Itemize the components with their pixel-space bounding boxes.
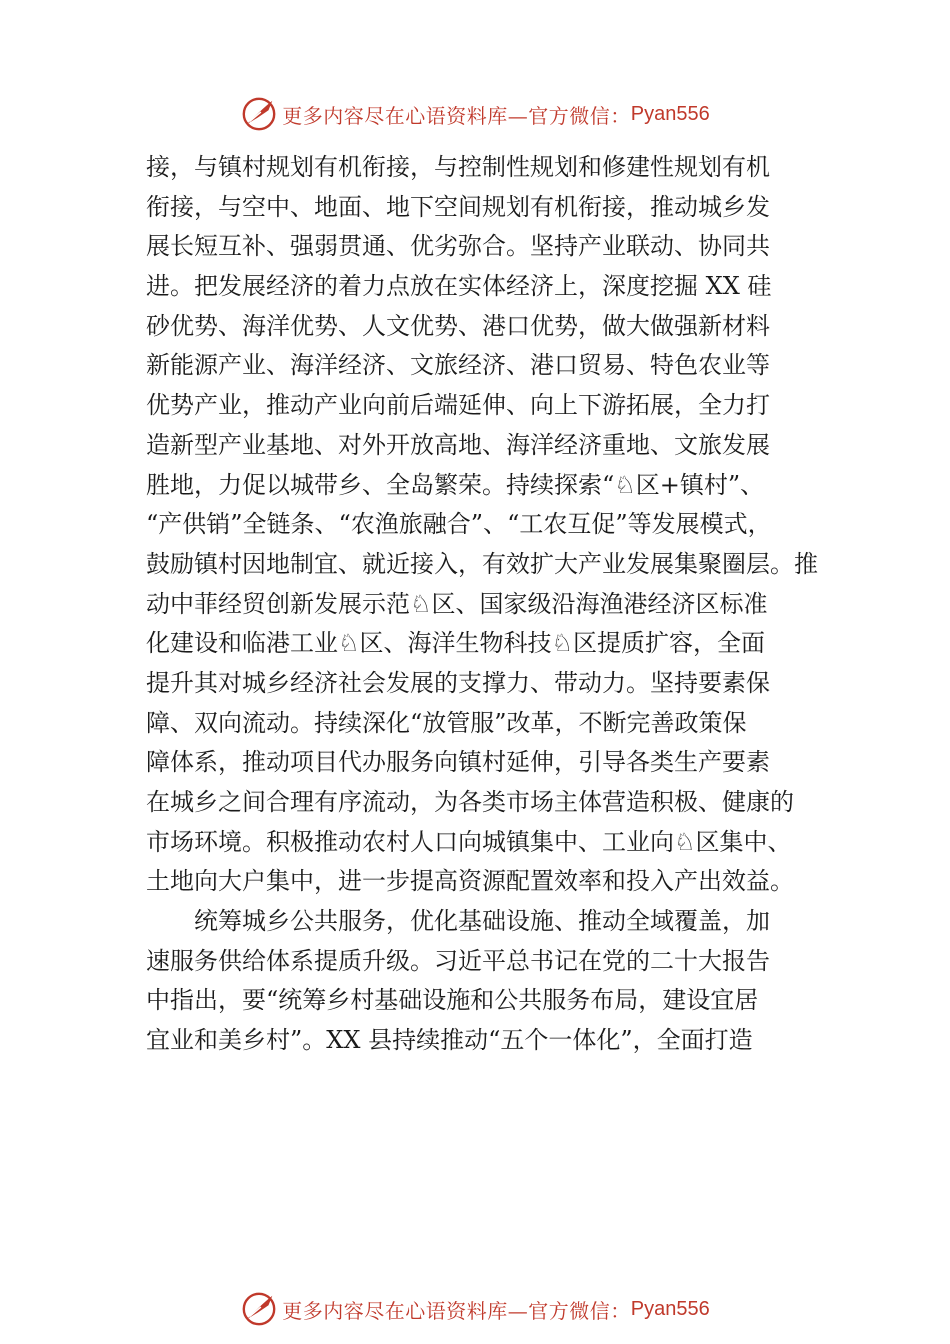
quill-logo-icon bbox=[240, 95, 278, 133]
text-line: 速服务供给体系提质升级。习近平总书记在党的二十大报告 bbox=[146, 946, 770, 975]
footer-banner bbox=[0, 1289, 950, 1329]
text-line: 宜业和美乡村”。XX 县持续推动“五个一体化”，全面打造 bbox=[146, 1026, 753, 1055]
text-line: 障体系，推动项目代办服务向镇村延伸，引导各类生产要素 bbox=[146, 748, 770, 777]
text-line: 进。把发展经济的着力点放在实体经济上，深度挖掘 XX 硅 bbox=[146, 272, 772, 301]
text-line: 在城乡之间合理有序流动，为各类市场主体营造积极、健康的 bbox=[146, 788, 794, 816]
text-line: 障、双向流动。持续深化“放管服”改革，不断完善政策保 bbox=[146, 708, 747, 737]
text-line: “产供销”全链条、“农渔旅融合”、“工农互促”等发展模式， bbox=[146, 510, 772, 539]
text-line: 市场环境。积极推动农村人口向城镇集中、工业向♘区集中、 bbox=[146, 827, 792, 856]
text-line: 展长短互补、强弱贯通、优劣弥合。坚持产业联动、协同共 bbox=[146, 232, 770, 261]
text-line: 统筹城乡公共服务，优化基础设施、推动全域覆盖，加 bbox=[146, 907, 770, 936]
text-line: 动中菲经贸创新发展示范♘区、国家级沿海渔港经济区标准 bbox=[146, 589, 768, 618]
header-wechat-id: Pyan556 bbox=[630, 102, 710, 125]
text-line: 中指出，要“统筹乡村基础设施和公共服务布局，建设宜居 bbox=[146, 986, 759, 1015]
text-line: 鼓励镇村因地制宜、就近接入，有效扩大产业发展集聚圈层。推 bbox=[146, 549, 818, 578]
header-banner bbox=[0, 94, 950, 134]
text-line: 接，与镇村规划有机衔接，与控制性规划和修建性规划有机 bbox=[146, 153, 770, 181]
footer-wechat-id: Pyan556 bbox=[630, 1297, 710, 1320]
text-line: 衔接，与空中、地面、地下空间规划有机衔接，推动城乡发 bbox=[146, 192, 770, 221]
text-line: 提升其对城乡经济社会发展的支撑力、带动力。坚持要素保 bbox=[146, 668, 770, 697]
text-line: 胜地，力促以城带乡、全岛繁荣。持续探索“♘区+镇村”、 bbox=[146, 470, 765, 499]
header-banner-text: 更多内容尽在心语资料库—官方微信： bbox=[282, 103, 631, 128]
document-body bbox=[146, 148, 826, 1061]
quill-logo-icon bbox=[240, 1290, 278, 1328]
text-line: 优势产业，推动产业向前后端延伸、向上下游拓展，全力打 bbox=[146, 391, 770, 420]
text-line: 造新型产业基地、对外开放高地、海洋经济重地、文旅发展 bbox=[146, 430, 770, 459]
text-line: 砂优势、海洋优势、人文优势、港口优势，做大做强新材料 bbox=[146, 311, 770, 340]
text-line: 土地向大户集中，进一步提高资源配置效率和投入产出效益。 bbox=[146, 867, 794, 896]
footer-banner-text: 更多内容尽在心语资料库—官方微信： bbox=[282, 1298, 631, 1323]
text-line: 化建设和临港工业♘区、海洋生物科技♘区提质扩容，全面 bbox=[146, 629, 766, 658]
text-line: 新能源产业、海洋经济、文旅经济、港口贸易、特色农业等 bbox=[146, 351, 770, 380]
